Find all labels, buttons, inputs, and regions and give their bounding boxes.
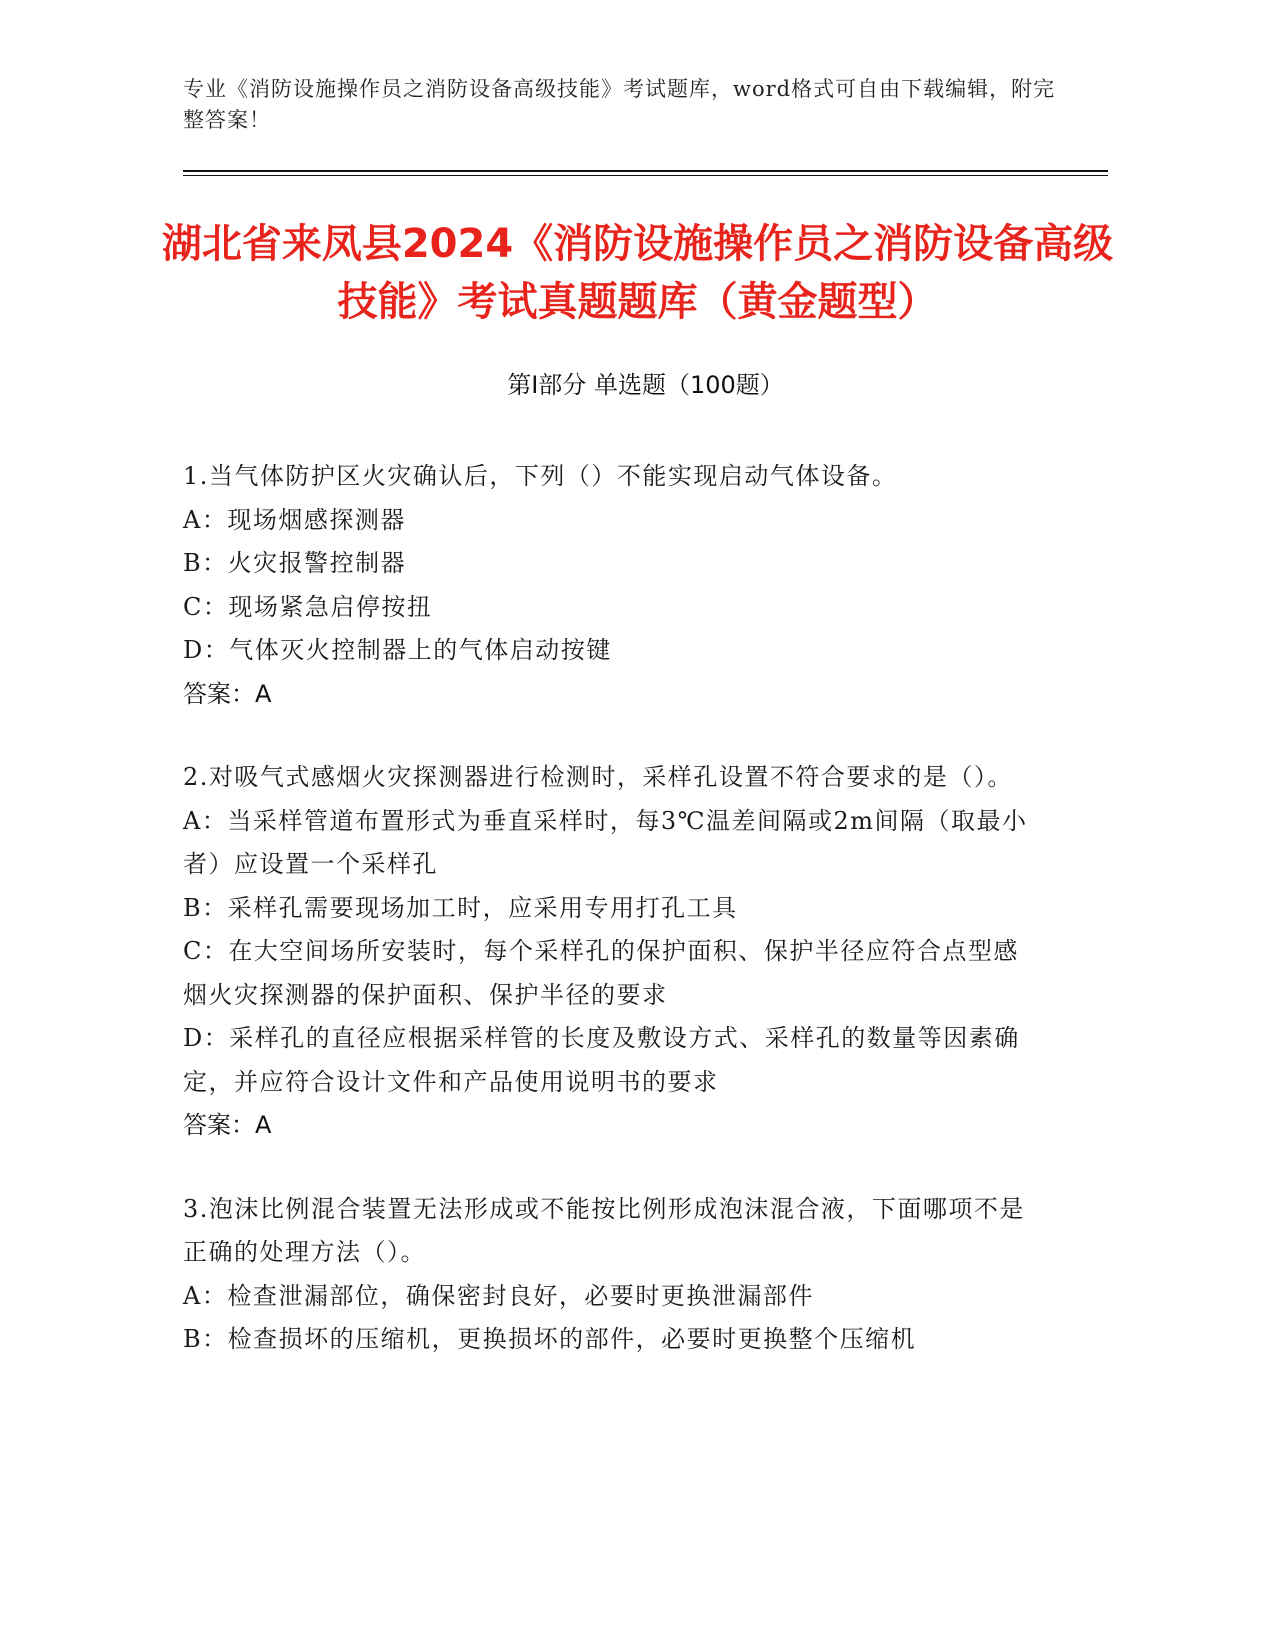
header-divider-thick [183, 170, 1108, 172]
option-b: B：检查损坏的压缩机，更换损坏的部件，必要时更换整个压缩机 [183, 1325, 917, 1353]
question-2 [183, 756, 1043, 1148]
question-text: 3.泡沫比例混合装置无法形成或不能按比例形成泡沫混合液，下面哪项不是正确的处理方法（）。 [183, 1194, 1025, 1266]
option-c: C：现场紧急启停按扭 [183, 592, 433, 621]
answer-text: 答案：A [183, 1111, 272, 1139]
question-text: 2.对吸气式感烟火灾探测器进行检测时，采样孔设置不符合要求的是（）。 [183, 763, 1013, 791]
question-1 [183, 455, 1043, 716]
option-b: B：火灾报警控制器 [183, 549, 407, 577]
header-divider-thin [183, 175, 1108, 176]
option-b: B：采样孔需要现场加工时，应采用专用打孔工具 [183, 893, 738, 922]
question-text: 1.当气体防护区火灾确认后，下列（）不能实现启动气体设备。 [183, 462, 898, 490]
option-c: C：在大空间场所安装时，每个采样孔的保护面积、保护半径应符合点型感烟火灾探测器的保护面积、保护半径的要求 [183, 937, 1019, 1009]
document-title: 湖北省来凤县2024《消防设施操作员之消防设备高级技能》考试真题题库（黄金题型） [161, 221, 1114, 325]
option-d: D：采样孔的直径应根据采样管的长度及敷设方式、采样孔的数量等因素确定，并应符合设计文件和产品使用说明书的要求 [183, 1024, 1020, 1096]
section-title: 第Ⅰ部分 单选题（100题） [507, 371, 784, 399]
option-d: D：气体灭火控制器上的气体启动按键 [183, 636, 612, 664]
answer-text: 答案：A [183, 679, 272, 708]
option-a: A：当采样管道布置形式为垂直采样时，每3℃温差间隔或2m间隔（取最小者）应设置一个采样孔 [183, 806, 1028, 878]
question-3 [183, 1188, 1043, 1362]
question-list [183, 455, 1043, 1402]
header-note: 专业《消防设施操作员之消防设备高级技能》考试题库，word格式可自由下载编辑，附完整答案！ [183, 77, 1056, 132]
option-a: A：检查泄漏部位，确保密封良好，必要时更换泄漏部件 [183, 1281, 814, 1310]
option-a: A：现场烟感探测器 [183, 505, 406, 534]
